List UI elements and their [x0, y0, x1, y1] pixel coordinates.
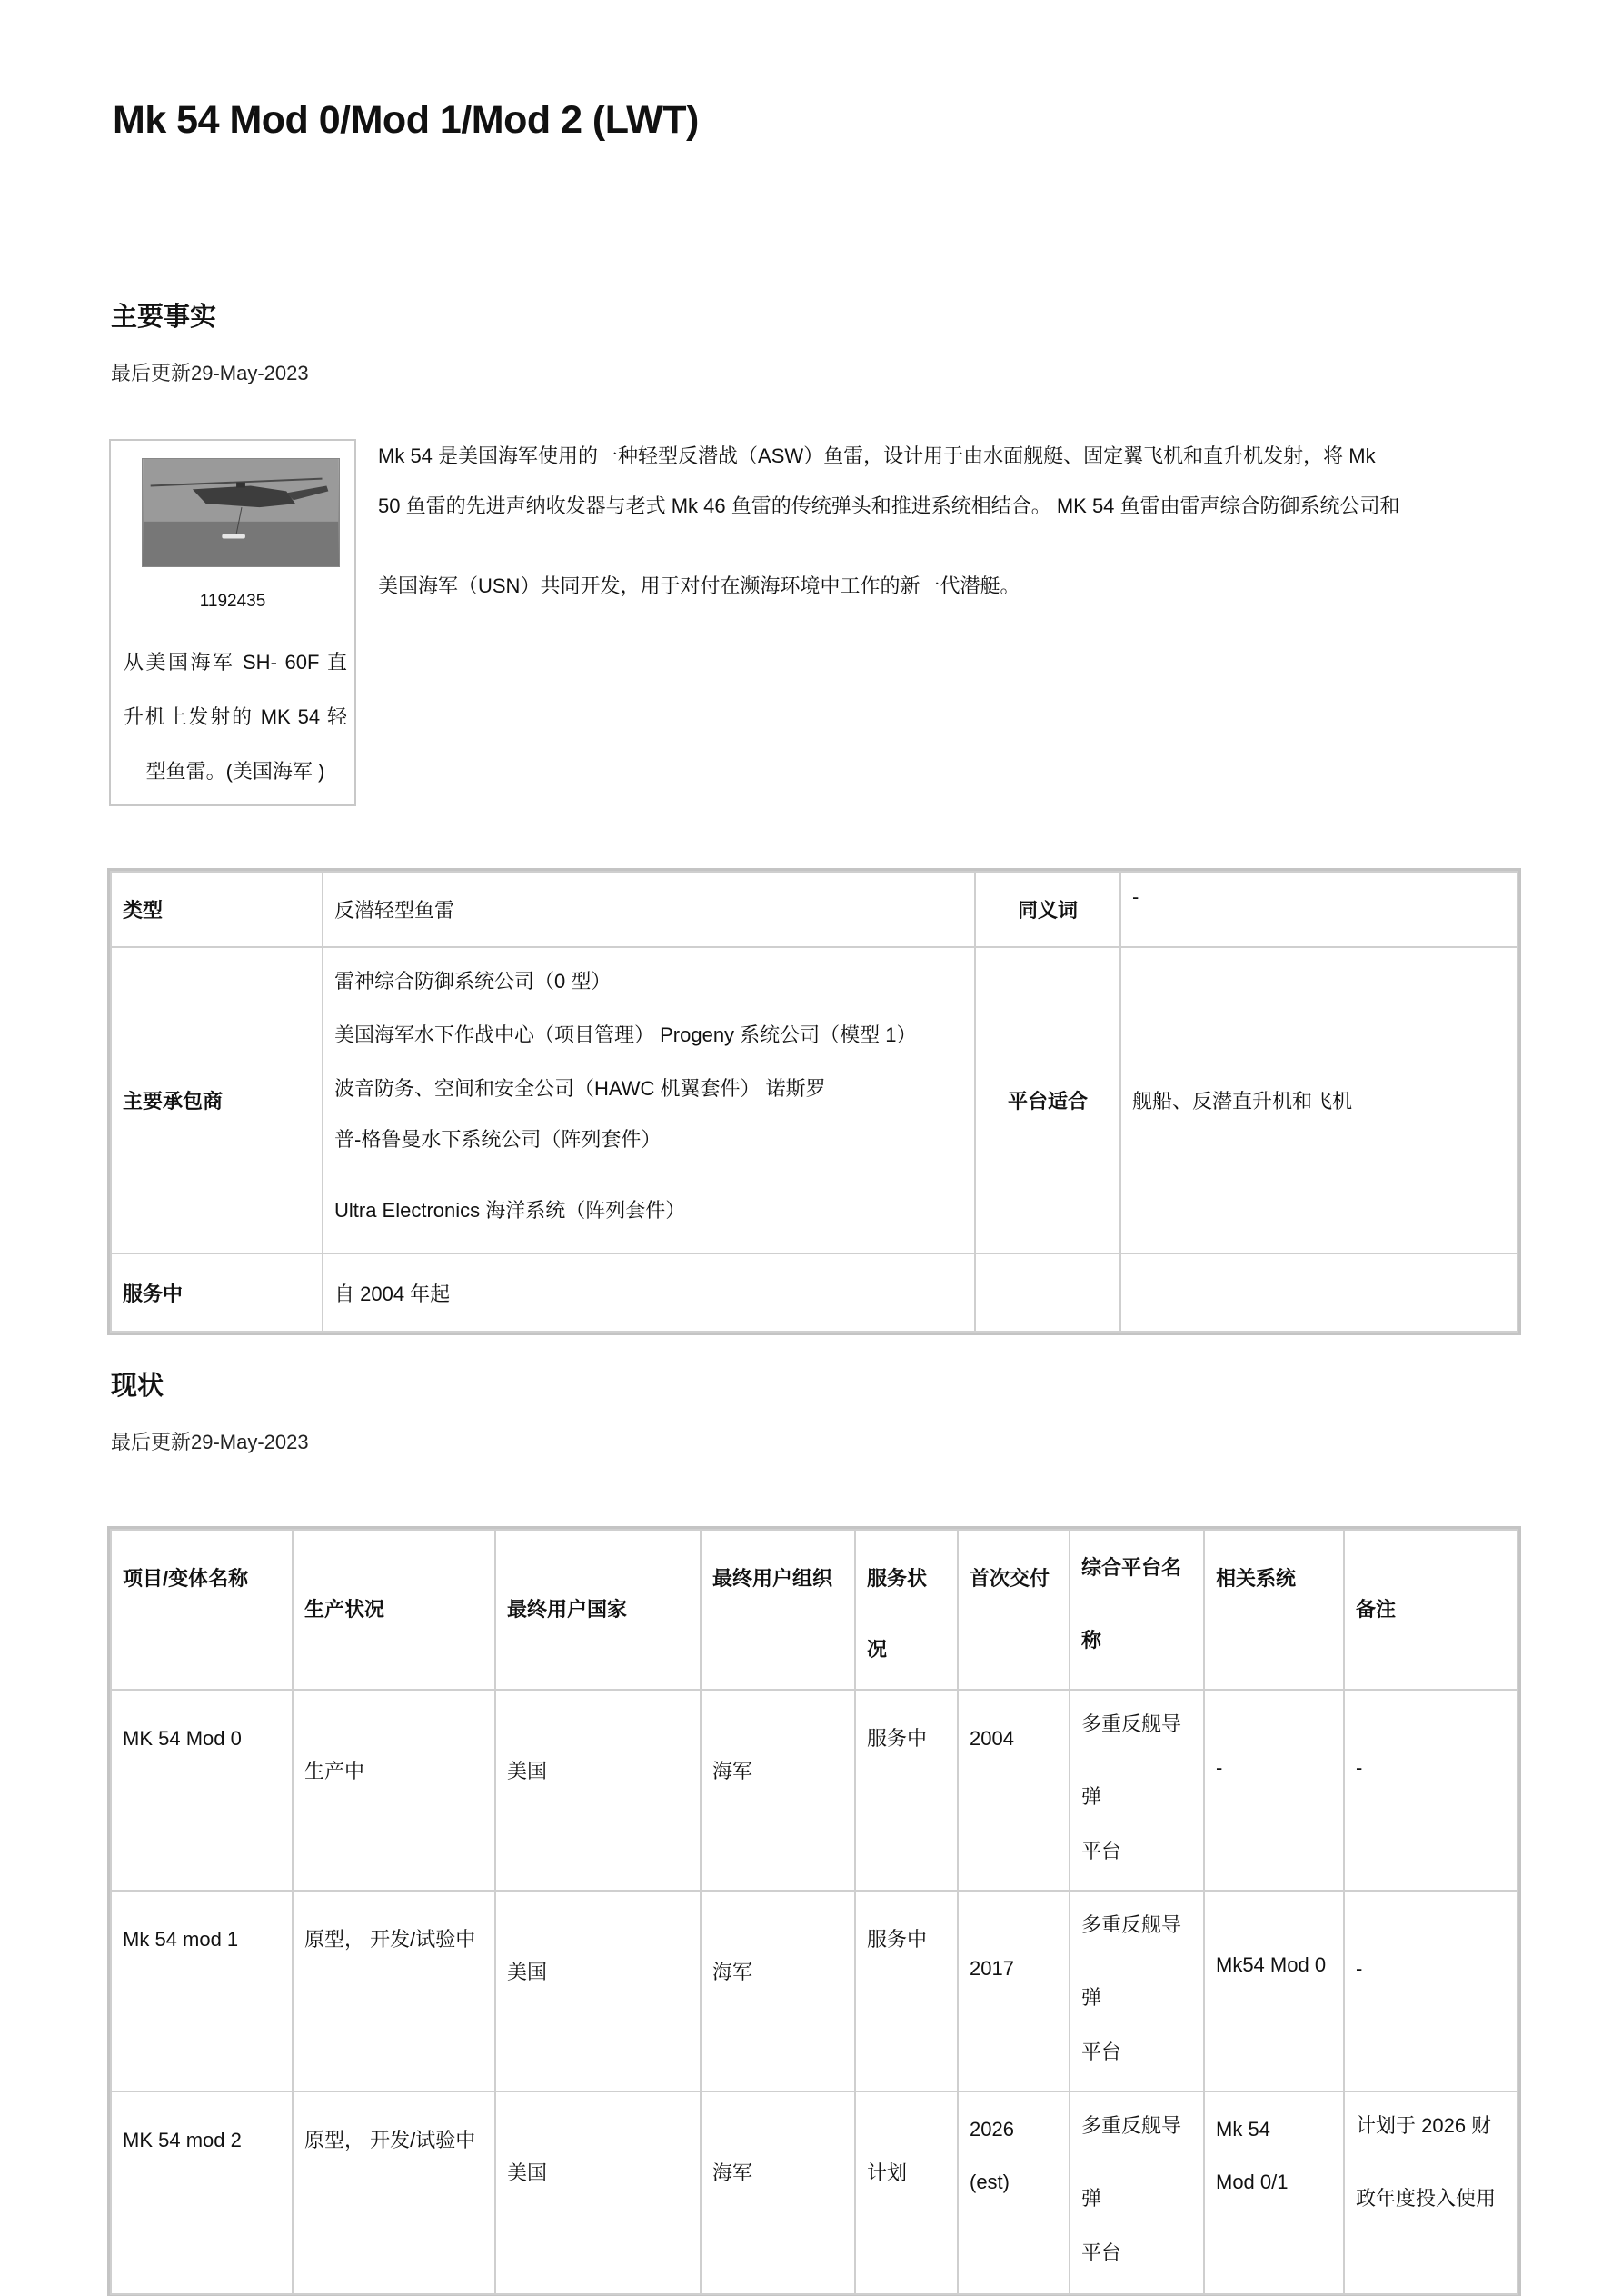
table-row — [111, 2091, 1518, 2294]
service-cell: 计划 — [867, 2161, 908, 2184]
helicopter-photo-icon — [142, 458, 340, 567]
notes-cell: 政年度投入使用 — [1356, 2187, 1497, 2210]
notes-cell: 计划于 2026 财 — [1356, 2114, 1492, 2137]
platform-cell: 多重反舰导 — [1081, 1712, 1182, 1735]
intro-line: 50 鱼雷的先进声纳收发器与老式 Mk 46 鱼雷的传统弹头和推进系统相结合。 MK 54 鱼雷由雷声综合防御系统公司和 — [378, 494, 1400, 517]
platform-cell: 弹 — [1081, 1986, 1102, 2009]
status-updated: 最后更新29-May-2023 — [111, 1431, 309, 1453]
header-platform: 综合平台名 称 — [1070, 1530, 1204, 1690]
intro-line: Mk 54 是美国海军使用的一种轻型反潜战（ASW）鱼雷，设计用于由水面舰艇、固定翼飞机和直升机发射，将 Mk — [378, 444, 1376, 467]
contractors-list — [323, 947, 975, 1253]
header-org: 最终用户组织 — [701, 1530, 855, 1690]
country-cell: 美国 — [507, 1961, 548, 1983]
org-cell: 海军 — [712, 2161, 753, 2184]
key-facts-updated: 最后更新29-May-2023 — [111, 362, 309, 384]
key-facts-heading: 主要事实 — [111, 303, 217, 332]
first-delivery-cell: (est) — [970, 2171, 1010, 2193]
related-cell: - — [1216, 1756, 1223, 1779]
platform-value: 舰船、反潜直升机和飞机 — [1120, 947, 1518, 1253]
image-id: 1192435 — [199, 592, 266, 611]
type-value: 反潜轻型鱼雷 — [323, 872, 975, 947]
related-cell: Mk54 Mod 0 — [1216, 1953, 1327, 1976]
contractor-item: Ultra Electronics 海洋系统（阵列套件） — [334, 1199, 686, 1222]
header-production: 生产状况 — [293, 1530, 495, 1690]
platform-cell: 平台 — [1081, 2241, 1122, 2264]
header-service: 服务状 况 — [855, 1530, 958, 1690]
intro-line: 美国海军（USN）共同开发，用于对付在濒海环境中工作的新一代潜艇。 — [378, 574, 1020, 597]
related-cell: Mod 0/1 — [1216, 2171, 1289, 2193]
header-first: 首次交付 — [958, 1530, 1070, 1690]
variant-cell: MK 54 Mod 0 — [123, 1727, 242, 1750]
synonym-label: 同义词 — [975, 872, 1120, 947]
variant-cell: Mk 54 mod 1 — [123, 1928, 239, 1951]
contractors-label: 主要承包商 — [111, 947, 323, 1253]
service-label: 服务中 — [111, 1253, 323, 1332]
figure-caption: 从美国海军 SH- 60F 直升机上发射的 MK 54 轻型鱼雷。(美国海军 ) — [124, 651, 347, 783]
platform-cell: 多重反舰导 — [1081, 2114, 1182, 2137]
empty-cell — [975, 1253, 1120, 1332]
empty-cell — [1120, 1253, 1518, 1332]
contractor-item: 普-格鲁曼水下系统公司（阵列套件） — [334, 1128, 662, 1151]
org-cell: 海军 — [712, 1760, 753, 1782]
table-row — [111, 1891, 1518, 2091]
status-table — [110, 1529, 1518, 2295]
figure-box — [109, 439, 356, 806]
key-facts-table — [110, 871, 1518, 1333]
production-cell: 原型， 开发/试验中 — [304, 2129, 476, 2151]
platform-cell: 平台 — [1081, 2041, 1122, 2063]
contractor-item: 美国海军水下作战中心（项目管理） Progeny 系统公司（模型 1） — [334, 1023, 917, 1046]
synonym-value: - — [1120, 872, 1518, 947]
notes-cell: - — [1356, 1957, 1363, 1980]
header-related: 相关系统 — [1204, 1530, 1344, 1690]
header-country: 最终用户国家 — [495, 1530, 701, 1690]
production-cell: 生产中 — [304, 1760, 365, 1782]
platform-label: 平台适合 — [975, 947, 1120, 1253]
table-row — [111, 1690, 1518, 1891]
platform-cell: 弹 — [1081, 2187, 1102, 2210]
first-delivery-cell: 2017 — [970, 1957, 1014, 1980]
service-cell: 服务中 — [867, 1928, 928, 1951]
contractor-item: 雷神综合防御系统公司（0 型） — [334, 970, 612, 993]
first-delivery-cell: 2004 — [970, 1727, 1014, 1750]
status-heading: 现状 — [111, 1372, 164, 1401]
helicopter-illustration — [143, 459, 339, 566]
related-cell: Mk 54 — [1216, 2118, 1270, 2141]
header-variant: 项目/变体名称 — [111, 1530, 293, 1690]
page-title: Mk 54 Mod 0/Mod 1/Mod 2 (LWT) — [113, 98, 699, 142]
platform-cell: 弹 — [1081, 1785, 1102, 1808]
country-cell: 美国 — [507, 1760, 548, 1782]
header-notes: 备注 — [1344, 1530, 1518, 1690]
platform-cell: 平台 — [1081, 1840, 1122, 1862]
org-cell: 海军 — [712, 1961, 753, 1983]
type-label: 类型 — [111, 872, 323, 947]
notes-cell: - — [1356, 1756, 1363, 1779]
first-delivery-cell: 2026 — [970, 2118, 1014, 2141]
platform-cell: 多重反舰导 — [1081, 1913, 1182, 1936]
service-value: 自 2004 年起 — [323, 1253, 975, 1332]
production-cell: 原型， 开发/试验中 — [304, 1928, 476, 1951]
contractor-item: 波音防务、空间和安全公司（HAWC 机翼套件） 诺斯罗 — [334, 1077, 826, 1100]
variant-cell: MK 54 mod 2 — [123, 2129, 242, 2151]
service-cell: 服务中 — [867, 1727, 928, 1750]
country-cell: 美国 — [507, 2161, 548, 2184]
